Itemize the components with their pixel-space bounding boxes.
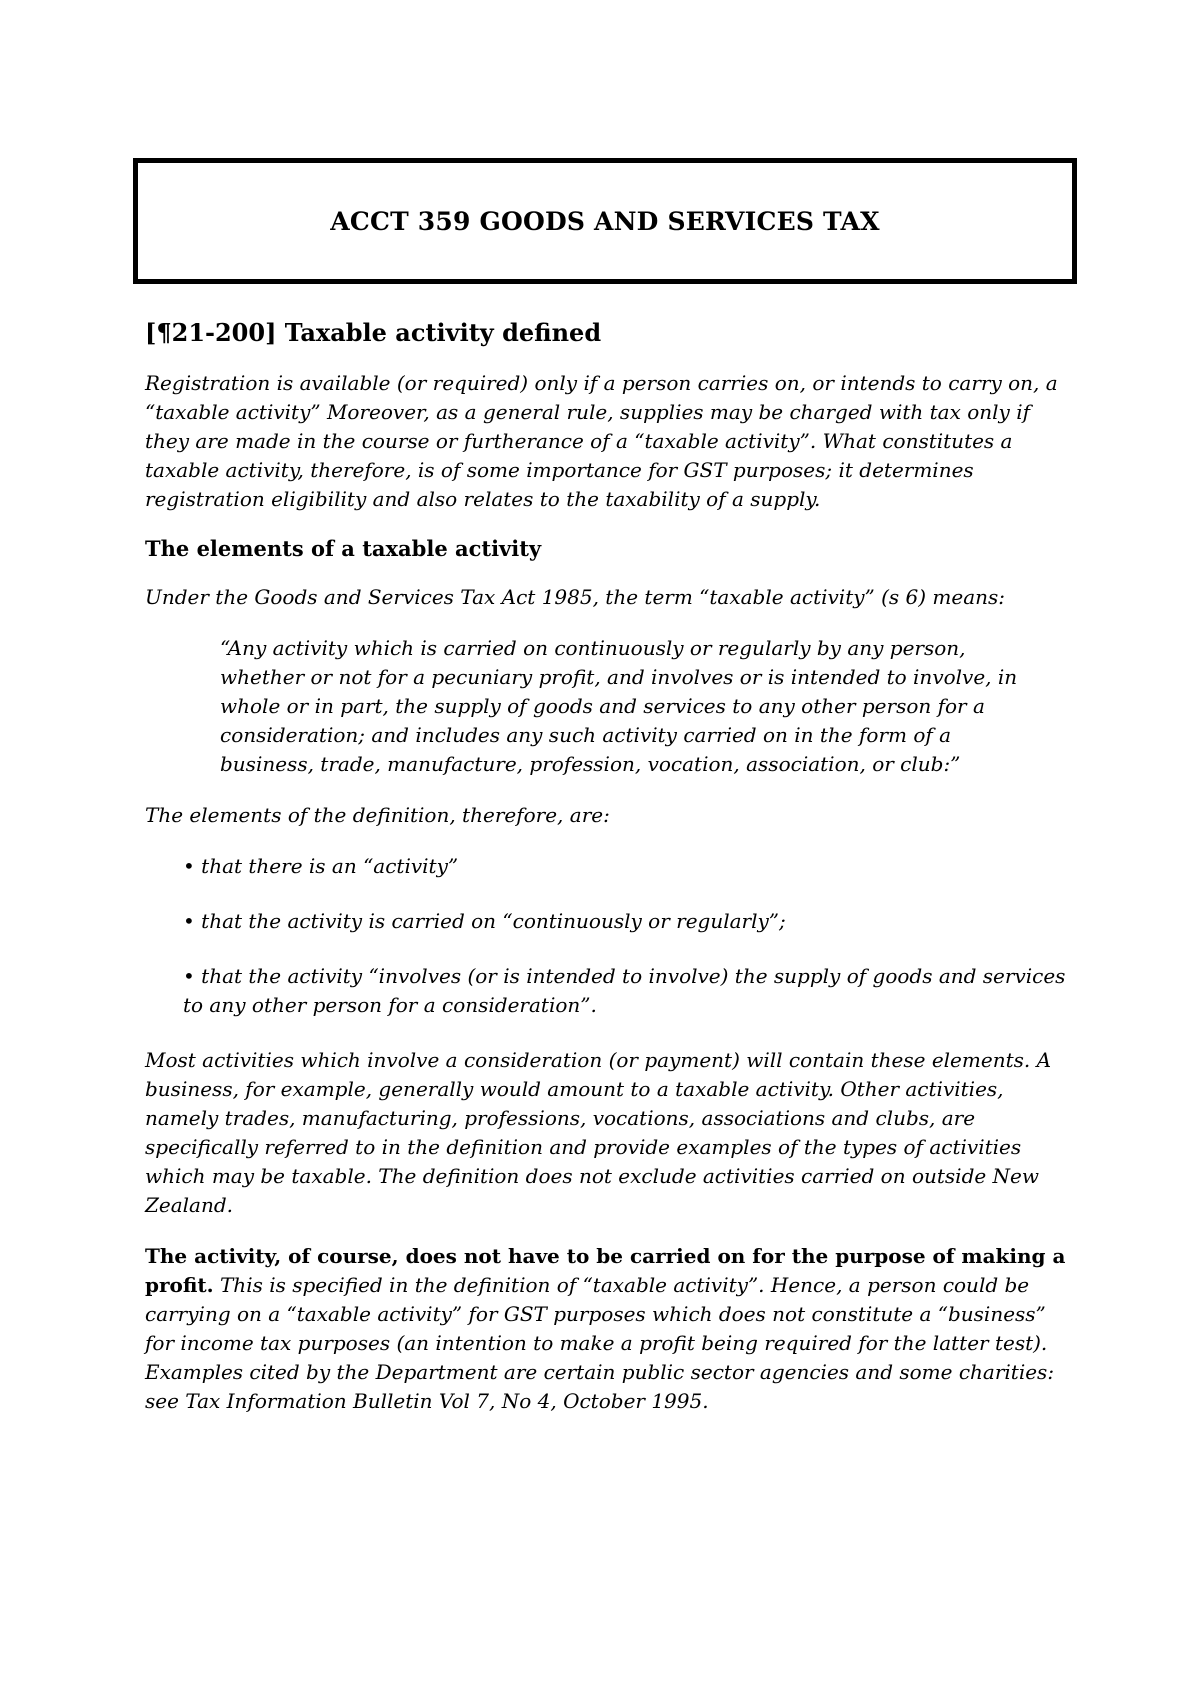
title-box — [133, 158, 1077, 284]
list-item — [183, 852, 1070, 881]
profit-rest: This is specified in the definition of “taxable activity”. Hence, a person could be carrying on a “taxable activity” for GST purposes which does not constitute a “business” for income tax purposes (an intention to make a profit being required for the latter test). Examples cited by the Department are certain public sector agencies and some charities: see Tax Information Bulletin Vol 7, No 4, October 1995. — [145, 1273, 1055, 1413]
document-body — [145, 318, 1070, 1438]
elements-subheading: The elements of a taxable activity — [145, 536, 542, 561]
act-intro-paragraph: Under the Goods and Services Tax Act 1985, the term “taxable activity” (s 6) means: — [145, 585, 1006, 609]
elements-intro: The elements of the definition, therefore, are: — [145, 803, 610, 827]
list-item — [183, 907, 1070, 936]
list-item-text: that the activity “involves (or is intended to involve) the supply of goods and services to any other person for a consideration”. — [183, 964, 1066, 1017]
list-item-text: that the activity is carried on “continuously or regularly”; — [201, 909, 786, 933]
document-title: ACCT 359 GOODS AND SERVICES TAX — [330, 206, 880, 236]
definition-quote: “Any activity which is carried on continuously or regularly by any person, whether or not for a pecuniary profit, and involves or is intended to involve, in whole or in part, the supply of goods and services to any other person for a consideration; and includes any such activity carried on in the form of a business, trade, manufacture, profession, vocation, association, or club:” — [220, 636, 1018, 776]
elements-list — [145, 852, 1070, 1020]
bullet-icon: • — [183, 854, 195, 878]
intro-paragraph: Registration is available (or required) only if a person carries on, or intends to carry on, a “taxable activity” Moreover, as a general rule, supplies may be charged with tax only if they are made in the course or furtherance of a “taxable activity”. What constitutes a taxable activity, therefore, is of some importance for GST purposes; it determines registration eligibility and also relates to the taxability of a supply. — [145, 371, 1058, 511]
profit-bold-lead: The activity, of course, does not have to be carried on for the purpose of making a profit. — [145, 1244, 1066, 1297]
bullet-icon: • — [183, 909, 195, 933]
bullet-icon: • — [183, 964, 195, 988]
section-heading: [¶21-200] Taxable activity defined — [145, 318, 602, 347]
list-item — [145, 962, 1070, 1020]
profit-paragraph — [145, 1242, 1070, 1416]
list-item-text: that there is an “activity” — [201, 854, 459, 878]
most-activities-paragraph: Most activities which involve a consideration (or payment) will contain these elements. A business, for example, generally would amount to a taxable activity. Other activities, namely trades, manufacturing, professions, vocations, associations and clubs, are specifically referred to in the definition and provide examples of the types of activities which may be taxable. The definition does not exclude activities carried on outside New Zealand. — [145, 1048, 1052, 1217]
